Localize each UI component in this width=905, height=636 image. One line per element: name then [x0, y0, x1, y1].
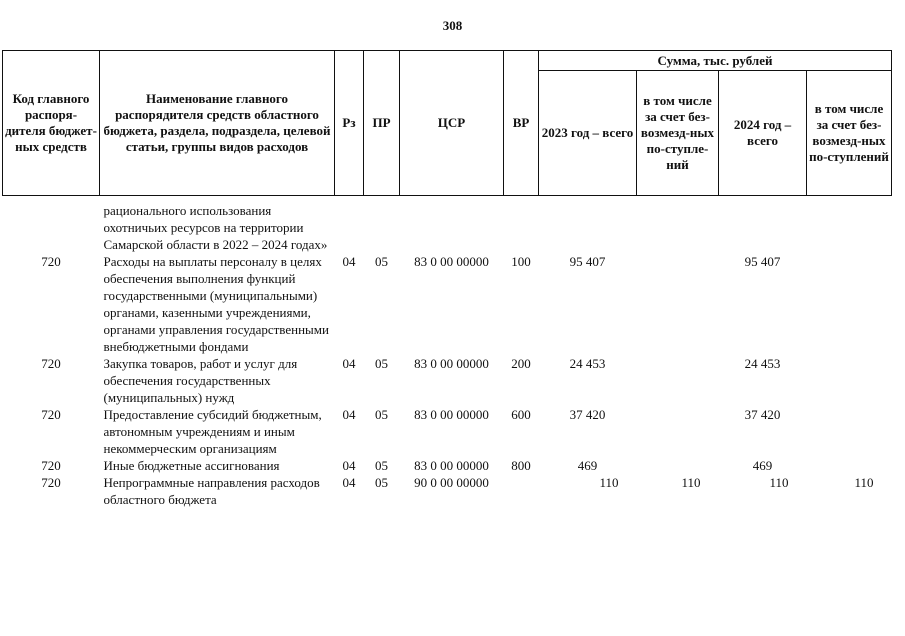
cell-code: 720 [41, 475, 61, 490]
cell-vr [504, 196, 539, 254]
table-row [3, 457, 892, 474]
header-code: Код главного распоря-дителя бюджет-ных средств [3, 51, 100, 196]
header-sum-group: Сумма, тыс. рублей [539, 51, 892, 71]
cell-code [3, 196, 100, 254]
cell-2024-total [719, 196, 807, 254]
table-row [3, 355, 892, 406]
cell-name: Закупка товаров, работ и услуг для обеспечения государственных (муниципальных) нужд [103, 356, 298, 405]
cell-2024-total: 110 [769, 475, 789, 490]
cell-2023-total: 110 [599, 475, 619, 490]
cell-2023-free [637, 457, 719, 474]
page-number: 308 [442, 18, 463, 33]
cell-name: рационального использования охотничьих ресурсов на территории Самарской области в 2022 – 2024 годах» [103, 203, 328, 252]
header-vr: ВР [504, 51, 539, 196]
cell-pr [364, 196, 400, 254]
table-row [3, 253, 892, 355]
cell-code: 720 [41, 407, 61, 422]
header-2023-total: 2023 год – всего [539, 71, 637, 196]
cell-code: 720 [41, 254, 61, 269]
cell-csr: 83 0 00 00000 [414, 458, 489, 473]
cell-vr [504, 474, 539, 508]
cell-csr [400, 196, 504, 254]
cell-2024-free [807, 457, 892, 474]
table-row [3, 406, 892, 457]
cell-rz: 04 [342, 254, 356, 269]
header-2024-total: 2024 год – всего [719, 71, 807, 196]
cell-rz [335, 196, 364, 254]
cell-rz: 04 [342, 475, 356, 490]
budget-table [2, 50, 892, 508]
cell-2024-free [807, 253, 892, 355]
cell-csr: 83 0 00 00000 [414, 356, 489, 371]
cell-pr: 05 [375, 458, 388, 473]
cell-name: Расходы на выплаты персоналу в целях обеспечения выполнения функций государственными (муниципальными) органами, казенными учреждениями, органами управления государственными внебюджетными фондами [103, 254, 329, 354]
cell-csr: 90 0 00 00000 [414, 475, 489, 490]
cell-csr: 83 0 00 00000 [414, 254, 489, 269]
cell-rz: 04 [342, 458, 356, 473]
cell-name: Непрограммные направления расходов областного бюджета [103, 475, 320, 507]
table-row [3, 474, 892, 508]
cell-pr: 05 [375, 475, 388, 490]
cell-name: Предоставление субсидий бюджетным, автономным учреждениям и иным некоммерческим организациям [103, 407, 322, 456]
cell-code: 720 [41, 458, 61, 473]
cell-pr: 05 [375, 407, 388, 422]
cell-2023-free [637, 196, 719, 254]
cell-2023-total: 37 420 [569, 407, 606, 422]
cell-2023-free [637, 406, 719, 457]
cell-vr: 600 [511, 407, 531, 422]
cell-2023-total: 469 [577, 458, 598, 473]
table-row [3, 196, 892, 254]
cell-2023-free [637, 253, 719, 355]
cell-2024-free [807, 196, 892, 254]
cell-name: Иные бюджетные ассигнования [103, 458, 280, 473]
cell-2024-free [807, 406, 892, 457]
cell-csr: 83 0 00 00000 [414, 407, 489, 422]
cell-2024-total: 469 [752, 458, 773, 473]
cell-2024-free: 110 [854, 475, 874, 490]
cell-2024-total: 95 407 [744, 254, 781, 269]
cell-vr: 100 [511, 254, 531, 269]
cell-code: 720 [41, 356, 61, 371]
header-name: Наименование главного распорядителя средств областного бюджета, раздела, подраздела, целевой статьи, группы видов расходов [100, 51, 335, 196]
header-rz: Рз [335, 51, 364, 196]
cell-2023-total [539, 196, 637, 254]
header-pr: ПР [364, 51, 400, 196]
cell-2023-free: 110 [681, 475, 701, 490]
cell-2024-total: 24 453 [744, 356, 781, 371]
cell-rz: 04 [342, 356, 356, 371]
cell-2023-free [637, 355, 719, 406]
cell-vr: 200 [511, 356, 531, 371]
cell-2024-total: 37 420 [744, 407, 781, 422]
cell-2023-total: 95 407 [569, 254, 606, 269]
header-2024-free: в том числе за счет без-возмезд-ных по-ступлений [807, 71, 892, 196]
header-2023-free: в том числе за счет без-возмезд-ных по-ступле-ний [637, 71, 719, 196]
cell-vr: 800 [511, 458, 531, 473]
cell-pr: 05 [375, 356, 388, 371]
cell-2023-total: 24 453 [569, 356, 606, 371]
cell-2024-free [807, 355, 892, 406]
cell-rz: 04 [342, 407, 356, 422]
header-csr: ЦСР [400, 51, 504, 196]
cell-pr: 05 [375, 254, 388, 269]
header-row-top [3, 51, 892, 71]
